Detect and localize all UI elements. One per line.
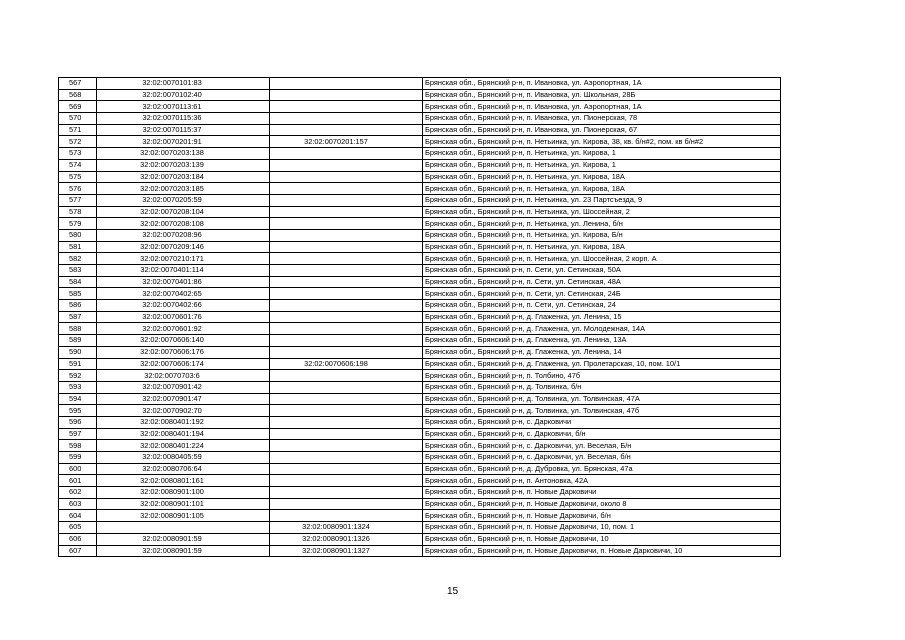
related-cadastral-number-cell: 32:02:0080901:1324 <box>270 522 423 534</box>
table-row <box>59 206 781 218</box>
related-cadastral-number-cell <box>270 288 423 300</box>
related-cadastral-number-cell: 32:02:0070201:157 <box>270 136 423 148</box>
related-cadastral-number-cell: 32:02:0070606:198 <box>270 358 423 370</box>
cadastral-number-cell: 32:02:0070208:108 <box>97 218 270 230</box>
address-cell: Брянская обл., Брянский р-н, п. Нетьинка, ул. Кирова, 18А <box>423 183 781 195</box>
cadastral-number-cell: 32:02:0070208:104 <box>97 206 270 218</box>
cadastral-number-cell: 32:02:0080706:64 <box>97 463 270 475</box>
row-number-cell: 580 <box>59 229 97 241</box>
address-cell: Брянская обл., Брянский р-н, п. Ивановка, ул. Аэропортная, 1А <box>423 101 781 113</box>
cadastral-number-cell: 32:02:0070102:40 <box>97 89 270 101</box>
cadastral-number-cell: 32:02:0070606:174 <box>97 358 270 370</box>
related-cadastral-number-cell <box>270 206 423 218</box>
table-row <box>59 498 781 510</box>
row-number-cell: 603 <box>59 498 97 510</box>
table-row <box>59 381 781 393</box>
cadastral-number-cell: 32:02:0070401:86 <box>97 276 270 288</box>
related-cadastral-number-cell <box>270 440 423 452</box>
related-cadastral-number-cell: 32:02:0080901:1326 <box>270 533 423 545</box>
row-number-cell: 604 <box>59 510 97 522</box>
related-cadastral-number-cell <box>270 381 423 393</box>
table-row <box>59 300 781 312</box>
related-cadastral-number-cell <box>270 452 423 464</box>
address-cell: Брянская обл., Брянский р-н, п. Нетьинка, ул. Кирова, 1 <box>423 159 781 171</box>
table-row <box>59 171 781 183</box>
row-number-cell: 578 <box>59 206 97 218</box>
table-row <box>59 136 781 148</box>
row-number-cell: 592 <box>59 370 97 382</box>
cadastral-number-cell: 32:02:0080901:101 <box>97 498 270 510</box>
row-number-cell: 574 <box>59 159 97 171</box>
row-number-cell: 599 <box>59 452 97 464</box>
cadastral-number-cell: 32:02:0080405:59 <box>97 452 270 464</box>
row-number-cell: 582 <box>59 253 97 265</box>
cadastral-number-cell: 32:02:0080801:161 <box>97 475 270 487</box>
cadastral-number-cell: 32:02:0070208:96 <box>97 229 270 241</box>
table-row <box>59 218 781 230</box>
row-number-cell: 600 <box>59 463 97 475</box>
cadastral-number-cell: 32:02:0080901:100 <box>97 487 270 499</box>
address-cell: Брянская обл., Брянский р-н, п. Новые Дарковичи, 10 <box>423 533 781 545</box>
table-row <box>59 346 781 358</box>
row-number-cell: 588 <box>59 323 97 335</box>
address-cell: Брянская обл., Брянский р-н, п. Новые Дарковичи <box>423 487 781 499</box>
table-row <box>59 253 781 265</box>
address-cell: Брянская обл., Брянский р-н, д. Глаженка, ул. Молодежная, 14А <box>423 323 781 335</box>
cadastral-number-cell: 32:02:0070402:65 <box>97 288 270 300</box>
address-cell: Брянская обл., Брянский р-н, п. Нетьинка, ул. Кирова, 18А <box>423 241 781 253</box>
table-row <box>59 428 781 440</box>
table-row <box>59 241 781 253</box>
address-cell: Брянская обл., Брянский р-н, п. Нетьинка, ул. Кирова, 38, кв. б/н#2, пом. кв б/н#2 <box>423 136 781 148</box>
cadastral-number-cell: 32:02:0070210:171 <box>97 253 270 265</box>
table-row <box>59 510 781 522</box>
table-row <box>59 335 781 347</box>
related-cadastral-number-cell <box>270 498 423 510</box>
address-cell: Брянская обл., Брянский р-н, п. Новые Дарковичи, 10, пом. 1 <box>423 522 781 534</box>
document-page <box>58 77 780 557</box>
row-number-cell: 601 <box>59 475 97 487</box>
table-row <box>59 183 781 195</box>
address-cell: Брянская обл., Брянский р-н, п. Нетьинка, ул. Шоссейная, 2 <box>423 206 781 218</box>
related-cadastral-number-cell <box>270 335 423 347</box>
row-number-cell: 590 <box>59 346 97 358</box>
cadastral-number-cell: 32:02:0070703:6 <box>97 370 270 382</box>
table-row <box>59 276 781 288</box>
related-cadastral-number-cell <box>270 171 423 183</box>
related-cadastral-number-cell <box>270 194 423 206</box>
row-number-cell: 581 <box>59 241 97 253</box>
address-cell: Брянская обл., Брянский р-н, д. Толвинка, б/н <box>423 381 781 393</box>
table-row <box>59 533 781 545</box>
cadastral-number-cell: 32:02:0070205:59 <box>97 194 270 206</box>
address-cell: Брянская обл., Брянский р-н, п. Нетьинка, ул. Шоссейная, 2 корп. А <box>423 253 781 265</box>
related-cadastral-number-cell <box>270 323 423 335</box>
table-row <box>59 229 781 241</box>
address-cell: Брянская обл., Брянский р-н, п. Новые Дарковичи, п. Новые Дарковичи, 10 <box>423 545 781 557</box>
related-cadastral-number-cell <box>270 253 423 265</box>
row-number-cell: 594 <box>59 393 97 405</box>
address-cell: Брянская обл., Брянский р-н, д. Дубровка, ул. Брянская, 47а <box>423 463 781 475</box>
table-row <box>59 101 781 113</box>
address-cell: Брянская обл., Брянский р-н, п. Ивановка, ул. Пионерская, 78 <box>423 113 781 125</box>
row-number-cell: 602 <box>59 487 97 499</box>
related-cadastral-number-cell <box>270 159 423 171</box>
cadastral-number-cell: 32:02:0070115:37 <box>97 124 270 136</box>
row-number-cell: 573 <box>59 148 97 160</box>
table-row <box>59 265 781 277</box>
row-number-cell: 605 <box>59 522 97 534</box>
row-number-cell: 598 <box>59 440 97 452</box>
page-number: 15 <box>446 586 459 597</box>
table-row <box>59 78 781 90</box>
row-number-cell: 583 <box>59 265 97 277</box>
table-row <box>59 522 781 534</box>
table-row <box>59 89 781 101</box>
related-cadastral-number-cell <box>270 78 423 90</box>
table-row <box>59 440 781 452</box>
related-cadastral-number-cell <box>270 463 423 475</box>
address-cell: Брянская обл., Брянский р-н, п. Сети, ул. Сетинская, 24Б <box>423 288 781 300</box>
table-row <box>59 124 781 136</box>
cadastral-number-cell: 32:02:0070606:140 <box>97 335 270 347</box>
row-number-cell: 607 <box>59 545 97 557</box>
cadastral-number-cell: 32:02:0070113:61 <box>97 101 270 113</box>
address-cell: Брянская обл., Брянский р-н, с. Дарковичи, б/н <box>423 428 781 440</box>
cadastral-number-cell: 32:02:0070203:138 <box>97 148 270 160</box>
row-number-cell: 568 <box>59 89 97 101</box>
related-cadastral-number-cell <box>270 101 423 113</box>
cadastral-number-cell: 32:02:0070201:91 <box>97 136 270 148</box>
address-cell: Брянская обл., Брянский р-н, п. Нетьинка, ул. Кирова, 1 <box>423 148 781 160</box>
cadastral-number-cell: 32:02:0070203:139 <box>97 159 270 171</box>
row-number-cell: 584 <box>59 276 97 288</box>
table-row <box>59 288 781 300</box>
table-row <box>59 323 781 335</box>
related-cadastral-number-cell <box>270 113 423 125</box>
cadastral-number-cell: 32:02:0080401:224 <box>97 440 270 452</box>
table-row <box>59 370 781 382</box>
address-cell: Брянская обл., Брянский р-н, п. Нетьинка, ул. Кирова, 18А <box>423 171 781 183</box>
row-number-cell: 591 <box>59 358 97 370</box>
table-row <box>59 545 781 557</box>
related-cadastral-number-cell <box>270 510 423 522</box>
table-row <box>59 159 781 171</box>
row-number-cell: 597 <box>59 428 97 440</box>
related-cadastral-number-cell <box>270 475 423 487</box>
address-cell: Брянская обл., Брянский р-н, п. Новые Дарковичи, б/н <box>423 510 781 522</box>
address-cell: Брянская обл., Брянский р-н, п. Толбино, 47б <box>423 370 781 382</box>
related-cadastral-number-cell <box>270 393 423 405</box>
table-row <box>59 358 781 370</box>
cadastral-number-cell: 32:02:0070203:184 <box>97 171 270 183</box>
row-number-cell: 606 <box>59 533 97 545</box>
row-number-cell: 570 <box>59 113 97 125</box>
related-cadastral-number-cell <box>270 183 423 195</box>
table-row <box>59 148 781 160</box>
address-cell: Брянская обл., Брянский р-н, д. Глаженка, ул. Пролетарская, 10, пом. 10/1 <box>423 358 781 370</box>
address-cell: Брянская обл., Брянский р-н, с. Дарковичи, ул. Веселая, Б/н <box>423 440 781 452</box>
cadastral-table <box>58 77 781 557</box>
row-number-cell: 587 <box>59 311 97 323</box>
related-cadastral-number-cell <box>270 276 423 288</box>
address-cell: Брянская обл., Брянский р-н, п. Ивановка, ул. Школьная, 28Б <box>423 89 781 101</box>
cadastral-number-cell: 32:02:0070101:83 <box>97 78 270 90</box>
cadastral-number-cell: 32:02:0080901:105 <box>97 510 270 522</box>
related-cadastral-number-cell <box>270 300 423 312</box>
row-number-cell: 576 <box>59 183 97 195</box>
related-cadastral-number-cell <box>270 487 423 499</box>
table-row <box>59 405 781 417</box>
row-number-cell: 586 <box>59 300 97 312</box>
table-row <box>59 311 781 323</box>
related-cadastral-number-cell <box>270 428 423 440</box>
address-cell: Брянская обл., Брянский р-н, п. Новые Дарковичи, около 8 <box>423 498 781 510</box>
row-number-cell: 572 <box>59 136 97 148</box>
related-cadastral-number-cell <box>270 148 423 160</box>
cadastral-number-cell: 32:02:0080401:192 <box>97 416 270 428</box>
related-cadastral-number-cell <box>270 229 423 241</box>
cadastral-number-cell: 32:02:0070902:70 <box>97 405 270 417</box>
row-number-cell: 569 <box>59 101 97 113</box>
address-cell: Брянская обл., Брянский р-н, п. Нетьинка, ул. Ленина, б/н <box>423 218 781 230</box>
address-cell: Брянская обл., Брянский р-н, п. Сети, ул. Сетинская, 50А <box>423 265 781 277</box>
table-body <box>59 78 781 557</box>
cadastral-number-cell: 32:02:0070901:42 <box>97 381 270 393</box>
cadastral-number-cell: 32:02:0070606:176 <box>97 346 270 358</box>
cadastral-number-cell: 32:02:0080401:194 <box>97 428 270 440</box>
related-cadastral-number-cell <box>270 311 423 323</box>
related-cadastral-number-cell <box>270 346 423 358</box>
row-number-cell: 589 <box>59 335 97 347</box>
cadastral-number-cell: 32:02:0080901:59 <box>97 533 270 545</box>
related-cadastral-number-cell: 32:02:0080901:1327 <box>270 545 423 557</box>
cadastral-number-cell <box>97 522 270 534</box>
address-cell: Брянская обл., Брянский р-н, п. Сети, ул. Сетинская, 24 <box>423 300 781 312</box>
address-cell: Брянская обл., Брянский р-н, с. Дарковичи, ул. Веселая, б/н <box>423 452 781 464</box>
row-number-cell: 596 <box>59 416 97 428</box>
table-row <box>59 475 781 487</box>
address-cell: Брянская обл., Брянский р-н, д. Глаженка, ул. Ленина, 15 <box>423 311 781 323</box>
row-number-cell: 579 <box>59 218 97 230</box>
table-row <box>59 416 781 428</box>
row-number-cell: 593 <box>59 381 97 393</box>
address-cell: Брянская обл., Брянский р-н, п. Ивановка, ул. Пионерская, 67 <box>423 124 781 136</box>
row-number-cell: 595 <box>59 405 97 417</box>
cadastral-number-cell: 32:02:0070203:185 <box>97 183 270 195</box>
related-cadastral-number-cell <box>270 241 423 253</box>
row-number-cell: 575 <box>59 171 97 183</box>
cadastral-number-cell: 32:02:0070601:76 <box>97 311 270 323</box>
cadastral-number-cell: 32:02:0080901:59 <box>97 545 270 557</box>
address-cell: Брянская обл., Брянский р-н, д. Глаженка, ул. Ленина, 14 <box>423 346 781 358</box>
related-cadastral-number-cell <box>270 370 423 382</box>
address-cell: Брянская обл., Брянский р-н, п. Сети, ул. Сетинская, 48А <box>423 276 781 288</box>
related-cadastral-number-cell <box>270 89 423 101</box>
related-cadastral-number-cell <box>270 265 423 277</box>
table-row <box>59 194 781 206</box>
cadastral-number-cell: 32:02:0070601:92 <box>97 323 270 335</box>
table-row <box>59 463 781 475</box>
table-row <box>59 113 781 125</box>
cadastral-number-cell: 32:02:0070115:36 <box>97 113 270 125</box>
address-cell: Брянская обл., Брянский р-н, д. Глаженка, ул. Ленина, 13А <box>423 335 781 347</box>
address-cell: Брянская обл., Брянский р-н, д. Толвинка, ул. Толвинская, 47б <box>423 405 781 417</box>
table-row <box>59 487 781 499</box>
row-number-cell: 571 <box>59 124 97 136</box>
cadastral-number-cell: 32:02:0070402:66 <box>97 300 270 312</box>
address-cell: Брянская обл., Брянский р-н, д. Толвинка, ул. Толвинская, 47А <box>423 393 781 405</box>
address-cell: Брянская обл., Брянский р-н, п. Антоновка, 42А <box>423 475 781 487</box>
cadastral-number-cell: 32:02:0070209:146 <box>97 241 270 253</box>
table-row <box>59 393 781 405</box>
row-number-cell: 585 <box>59 288 97 300</box>
address-cell: Брянская обл., Брянский р-н, с. Дарковичи <box>423 416 781 428</box>
row-number-cell: 577 <box>59 194 97 206</box>
table-row <box>59 452 781 464</box>
cadastral-number-cell: 32:02:0070901:47 <box>97 393 270 405</box>
related-cadastral-number-cell <box>270 405 423 417</box>
address-cell: Брянская обл., Брянский р-н, п. Нетьинка, ул. 23 Партсъезда, 9 <box>423 194 781 206</box>
address-cell: Брянская обл., Брянский р-н, п. Ивановка, ул. Аэропортная, 1А <box>423 78 781 90</box>
address-cell: Брянская обл., Брянский р-н, п. Нетьинка, ул. Кирова, Б/н <box>423 229 781 241</box>
related-cadastral-number-cell <box>270 218 423 230</box>
related-cadastral-number-cell <box>270 124 423 136</box>
cadastral-number-cell: 32:02:0070401:114 <box>97 265 270 277</box>
related-cadastral-number-cell <box>270 416 423 428</box>
row-number-cell: 567 <box>59 78 97 90</box>
